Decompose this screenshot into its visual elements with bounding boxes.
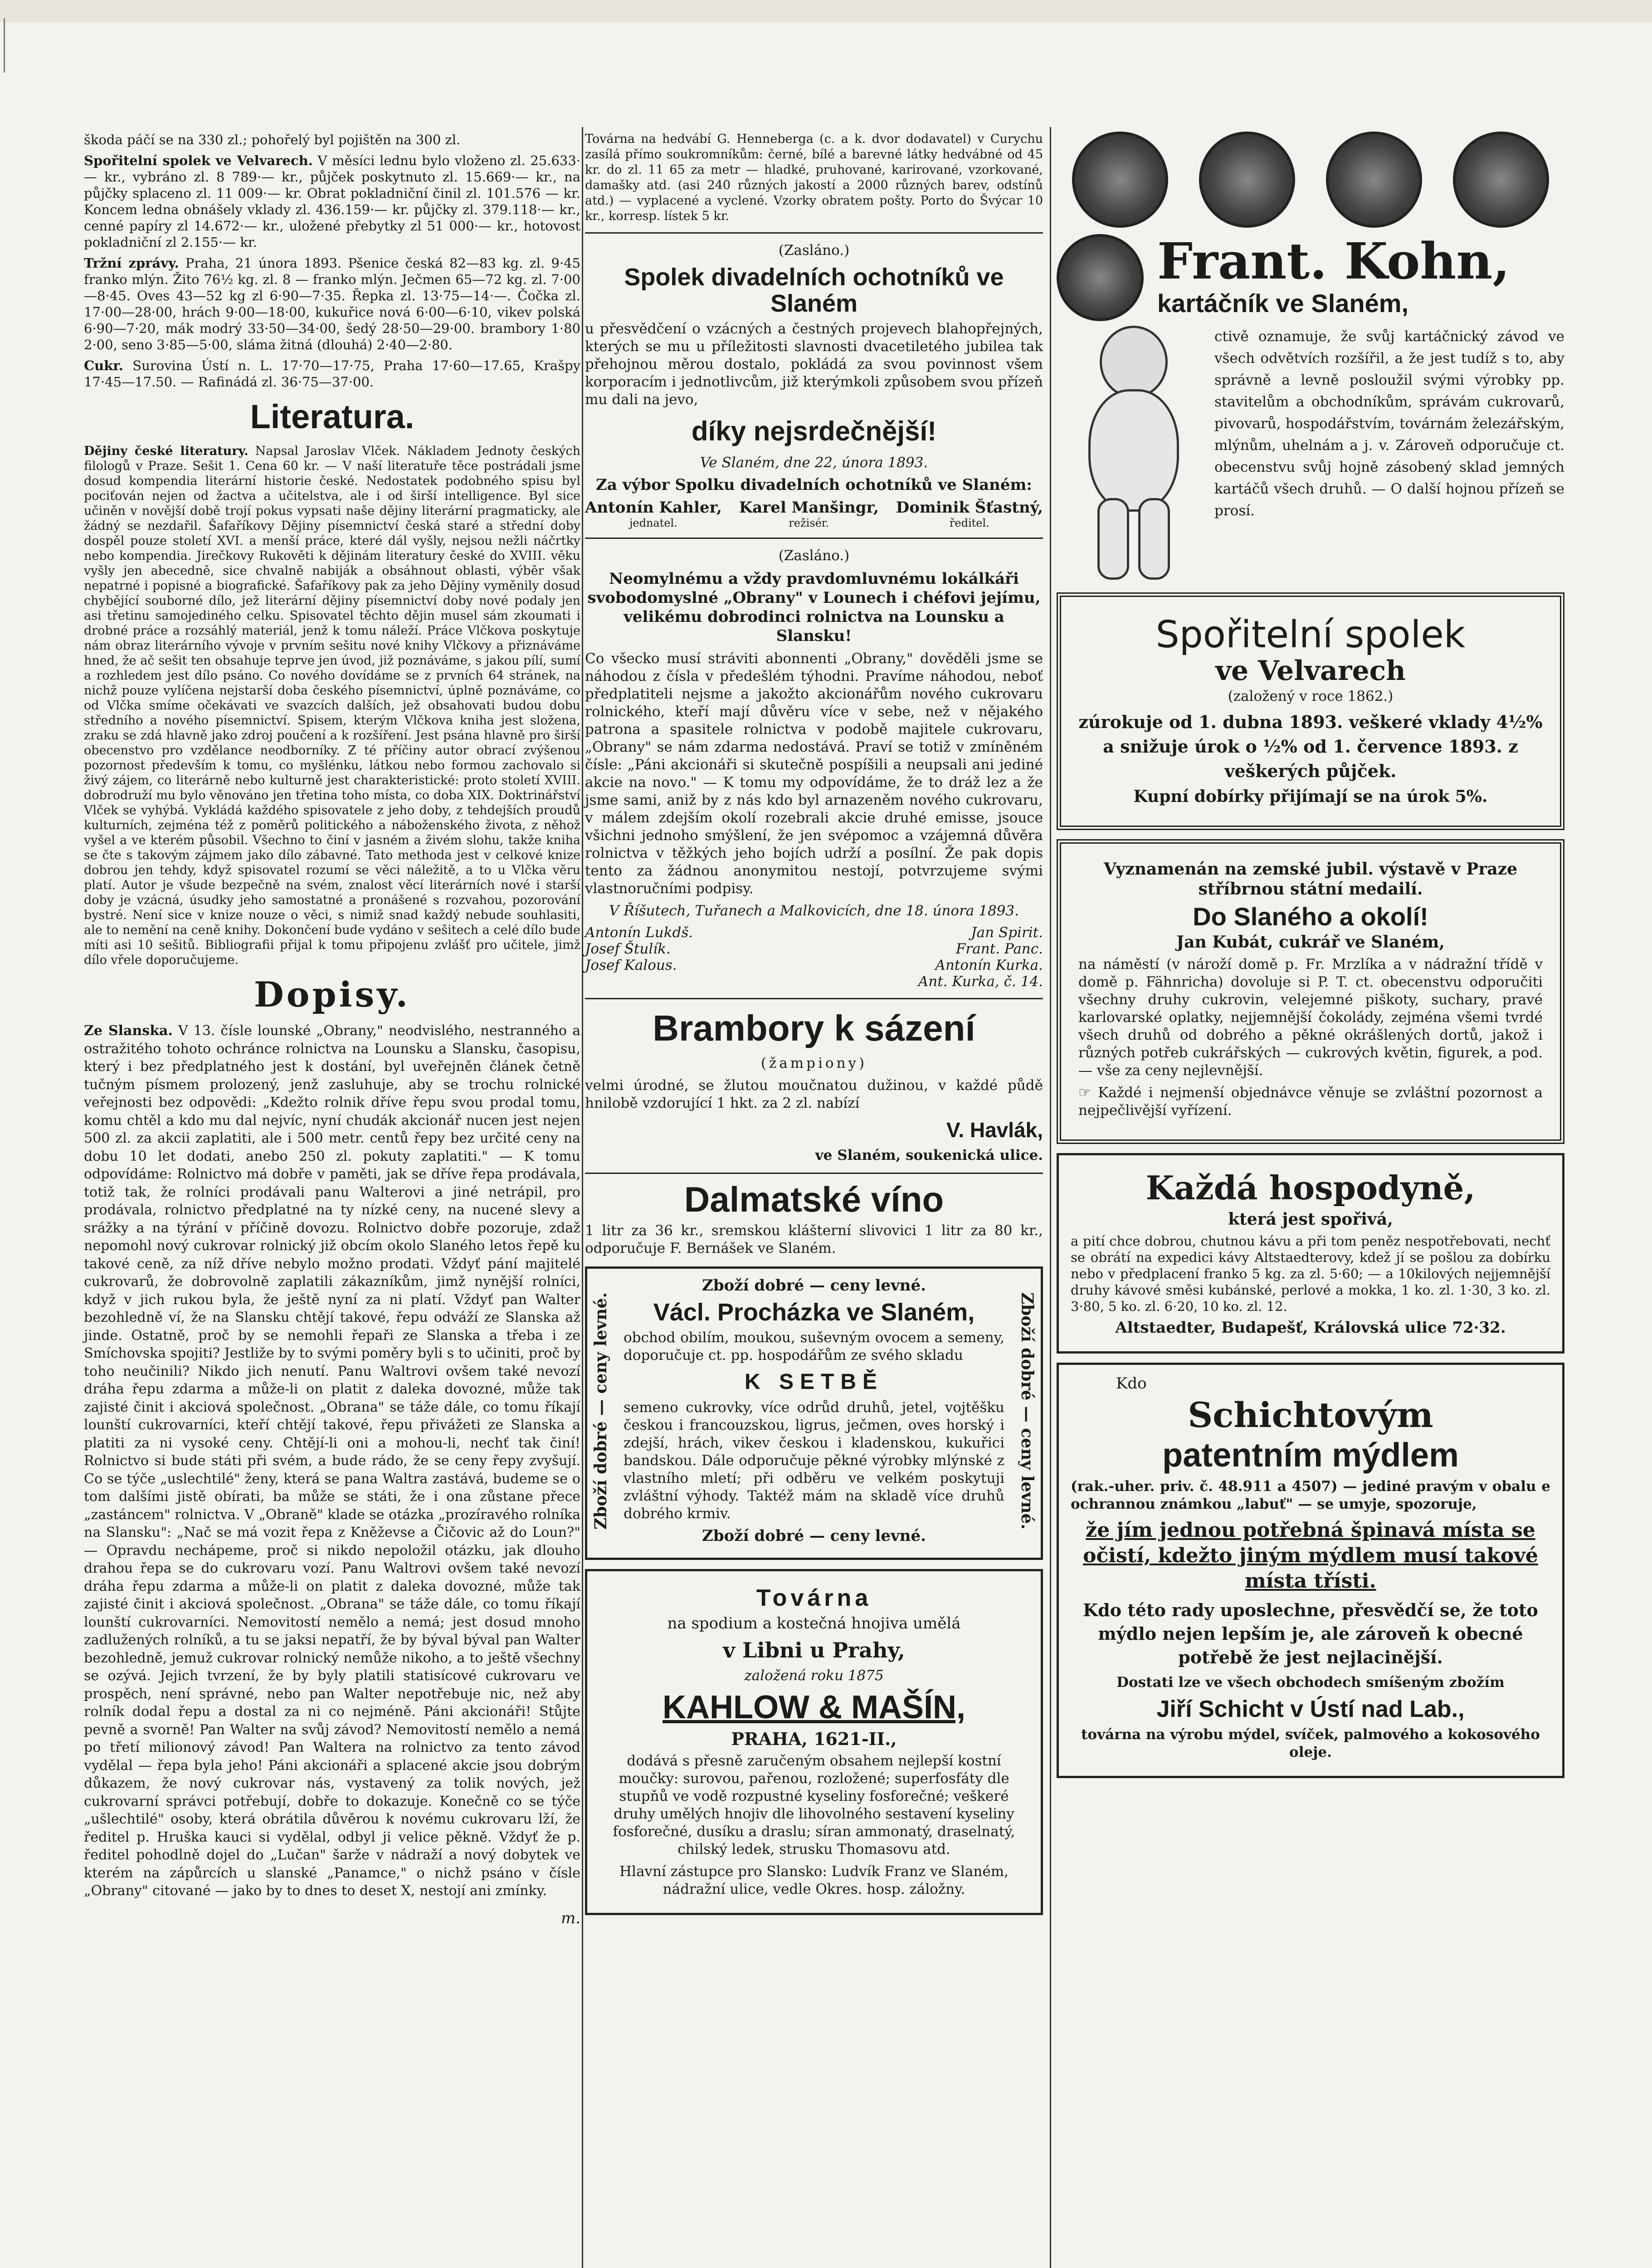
signature-spirit: Jan Spirit. [971, 924, 1043, 941]
heading-dejiny: Dějiny české literatury. [84, 444, 249, 458]
paragraph-dejiny [84, 444, 580, 968]
schicht-text-2: že jím jednou potřebná špinavá místa se očistí, kdežto jiným mýdlem musí takové místa třísti. [1083, 1519, 1538, 1593]
divider [585, 232, 1043, 234]
schicht-text-1: (rak.-uher. priv. č. 48.911 a 4507) — jediné pravým v obalu e ochrannou známkou „labuť" — se umyje, spozoruje, [1071, 1478, 1550, 1512]
label-zaslano-2: (Zasláno.) [778, 547, 850, 564]
obrana-text: Co všecko musí stráviti abonnenti „Obrany," dověděli jsme se náhodou z čísla v předešlém týhodni. Pravíme náhodou, neboť předplatiteli nejsme a jakožto akcionářům nového cukrovaru rolnického, kteří mají důvěru více v sebe, než v nějakého patrona a spasitele rolnictva v podobě majitele cukrovaru, „Obrany" se nám zdarma nedostává. Praví se totiž v zmíněném čísle: „Páni akcionáři si skutečně pospíšili a neupsali ani jediné akcie na novo." — K tomu my odpovídáme, že to dráž lez a že jsme sami, aniž by z nás kdo byl arnazeněm nového cukrovaru, v málem zdejším okolí rozebrali akcie druhé emisse, jsouce všichni jednoho smýšlení, že jen svépomoc a vzájemná důvěra rolnictva v těžkých jeho bojích udrží a posílní. Že pak dopis tento za žádnou anonymitou nestojí, potvrzujeme svými vlastnoručními podpisy. [585, 650, 1043, 897]
paragraph-trzni [84, 255, 580, 353]
schicht-title: Schichtovým [1188, 1395, 1433, 1435]
signature-kurka-14: Ant. Kurka, č. 14. [918, 973, 1043, 990]
signature-stastny: Dominik Šťastný, ředitel. [896, 499, 1043, 529]
column-rule-2 [1050, 127, 1051, 2268]
schicht-kdo: Kdo [1116, 1374, 1147, 1393]
column-ads-middle [585, 132, 1043, 1924]
schicht-ad [1057, 1363, 1564, 1778]
signature-ludka: Antonín Lukdš. [585, 924, 693, 941]
divider [585, 998, 1043, 999]
tovarna-founded: založená roku 1875 [744, 1667, 884, 1684]
heading-trzni: Tržní zprávy. [84, 255, 179, 271]
spolek-thanks: díky nejsrdečnější! [691, 416, 937, 446]
prochazka-text-2: semeno cukrovky, více odrůd druhů, jetel, vojtěšku českou i francouzskou, ligrus, ječmen, oves horský i zdejší, hrách, vikev českou i kladenskou, kukuřici bandskou. Dále odporučuje pěkné výrobky mlýnské z vlastního mletí; při odběru ve velkém poskytuji zvláštní výhody. Taktéž mám na skladě více druhů dobrého krmiv. [624, 1399, 1004, 1522]
cherub-illustration-icon [1057, 326, 1206, 580]
spor-note: Kupní dobírky přijímají se na úrok 5%. [1133, 787, 1488, 806]
sporitelni-ad [1057, 592, 1564, 830]
obrana-signatures [585, 924, 1043, 990]
heading-sporitelni: Spořitelní spolek ve Velvarech. [84, 153, 313, 168]
divider [585, 538, 1043, 539]
medals-row [1057, 132, 1564, 228]
tovarna-ad [585, 1569, 1043, 1915]
text-trzni: Praha, 21 února 1893. Pšenice česká 82—83 kg. zl. 9·45 franko mlýn. Žito 76½ kg. zl. 8 — franko mlýn. Ječmen 65—72 kg. zl. 7·00—8·45. Oves 43—52 kg zl 6·90—7·35. Řepka zl. 13·75—14·—. Čočka zl. 17·00—28·00, hrách 9·00—18·00, kukuřice nová 6·00—6·10, vikev polská 6·90—7·20, mák modrý 33·50—34·00, šedý 28·50—29·00. brambory 1·80 2·00, seno 3·85—5·00, sláma žitná (dlouhá) 2·40—2·80. [84, 255, 581, 352]
kubat-ad [1057, 839, 1564, 1144]
lead-dejiny: Napsal Jaroslav Vlček. Nákladem Jednoty českých filologů v Praze. Sešit 1. Cena 60 kr. — [84, 444, 580, 473]
paragraph-cukr [84, 357, 580, 390]
zbozi-left: Zboží dobré — ceny levné. [591, 1292, 610, 1530]
spolek-title: Spolek divadelních ochotníků ve Slaném [624, 264, 1004, 317]
prochazka-title: Václ. Procházka ve Slaném, [653, 1299, 975, 1326]
dalmatske-title: Dalmatské víno [684, 1179, 944, 1219]
hosp-sub: která jest spořivá, [1228, 1210, 1393, 1229]
hospodyne-ad [1057, 1153, 1564, 1354]
signature-kurka: Antonín Kurka. [935, 957, 1043, 973]
signature-kalous: Josef Kalous. [585, 957, 677, 973]
brambory-title: Brambory k sázení [653, 1008, 975, 1048]
brambory-sub: (žampiony) [760, 1055, 867, 1071]
obrana-heading: Neomylnému a vždy pravdomluvnému lokálkáři svobodomyslné „Obrany" v Lounech i chéfovi jejímu, velikému dobrodinci rolnictva na Lounsku a Slansku! [587, 570, 1041, 645]
schicht-firm: továrna na výrobu mýdel, svíček, palmového a kokosového oleje. [1081, 1726, 1540, 1760]
brambory-addr: ve Slaném, soukenická ulice. [815, 1147, 1043, 1163]
medal-icon [1072, 132, 1168, 228]
tovarna-addr: PRAHA, 1621-II., [731, 1729, 897, 1749]
paragraph-slansko [84, 1022, 580, 1900]
signature-mansingr: Karel Manšingr, režisér. [739, 499, 879, 529]
medal-icon [1326, 132, 1422, 228]
prochazka-setbe: K SETBĚ [744, 1370, 884, 1394]
page-fold [0, 0, 1652, 23]
spolek-signatures [585, 499, 1043, 529]
medal-icon [1453, 132, 1549, 228]
paragraph-sporitelni [84, 152, 580, 250]
spor-text: zúrokuje od 1. dubna 1893. veškeré vklady 4½% a snižuje úrok o ½% od 1. července 1893. z veškerých půjček. [1078, 712, 1543, 781]
kohn-text: ctivě oznamuje, že svůj kartáčnický závod ve všech odvětvích rozšířil, a že jest tudíž s to, aby správně a levně posloužil svými výrobky pp. stavitelům a obchodníkům, správám cukrovarů, pivovarů, hospodářstvím, továrnám železářským, mlýnům, uhelnám a j. v. Zároveň odporučuje ct. obecenstvu svůj hojně zásobený sklad jemných kartáčů všech druhů. — O další hojnou přízeň se prosí. [1214, 328, 1564, 519]
hosp-text: a pití chce dobrou, chutnou kávu a při tom peněz nespotřebovati, nechť se obrátí na expedici kávy Altstaedterovy, kdež jí se pošlou za dobírku nebo v předplacení franko 5 kg. za zl. 5·60; — a 10kilových nejjemnější druhy kávové směsi kubánské, perlové a mokka, 1 ko. zl. 1·30, 3 ko. zl. 3·80, 5 ko. zl. 6·20, 10 ko. zl. 12. [1071, 1233, 1550, 1314]
section-literatura: Literatura. [250, 398, 414, 435]
zbozi-bottom: Zboží dobré — ceny levné. [702, 1527, 926, 1545]
tovarna-text: dodává s přesně zaručeným obsahem nejlepší kostní moučky: surovou, pařenou, rozložené; superfosfáty dle stupňů ve vodě rozpustné kyseliny fosforečné; veškeré druhy umělých hnojiv dle lihovolného sestavení kyseliny fosforečné, dusíku a draslu; síran ammonatý, draselnatý, chilský ledek, strusku Thomasovu atd. [613, 1753, 1015, 1857]
spor-sub: ve Velvarech [1215, 655, 1406, 687]
medal-icon [1199, 132, 1295, 228]
signature-stulik: Josef Štulík. [585, 941, 671, 957]
kubat-note [1078, 1084, 1543, 1119]
prochazka-ad [585, 1266, 1043, 1560]
spolek-vybor: Za výbor Spolku divadelních ochotníků ve Slaném: [596, 476, 1032, 494]
kohn-body [1057, 326, 1564, 583]
zbozi-top: Zboží dobré — ceny levné. [702, 1276, 926, 1295]
signatures-right [918, 924, 1043, 990]
hosp-addr: Altstaedter, Budapešť, Královská ulice 72·32. [1115, 1319, 1506, 1337]
signature-kahler: Antonín Kahler, jednatel. [585, 499, 722, 529]
kubat-head: Vyznamenán na zemské jubil. výstavě v Praze stříbrnou státní medailí. [1103, 860, 1518, 899]
kohn-sub: kartáčník ve Slaném, [1157, 289, 1409, 318]
spor-founded: (založený v roce 1862.) [1228, 688, 1394, 704]
schicht-sub: patentním mýdlem [1162, 1436, 1459, 1474]
column-rule-1 [582, 127, 583, 2268]
text-sporitelni: V měsíci lednu bylo vloženo zl. 25.633·— kr., vybráno zl. 8 789·— kr., půjček poskytnuto zl. 15.669·— kr., na půjčky splaceno zl. 11 009·— kr. Obrat pokladniční činil zl. 101.576 — kr. Koncem ledna obnášely vklady zl. 436.159·— kr. půjčky zl. 379.118·— kr., cenné papíry zl 14.672·— kr., uložené přebytky zl 51 000·— kr., hotovost pokladniční zl 2.155·— kr. [84, 153, 581, 250]
brambory-text: velmi úrodné, se žlutou moučnatou dužinou, v každé půdě hnilobě vzdorující 1 hkt. za 2 zl. nabízí [585, 1077, 1043, 1111]
paragraph-skoda: škoda páčí se na 330 zl.; pohořelý byl pojištěn na 300 zl. [84, 132, 461, 147]
label-zaslano-1: (Zasláno.) [778, 242, 850, 259]
dalmatske-text: 1 litr za 36 kr., sremskou klášterní slivovici 1 litr za 80 kr., odporučuje F. Bernášek ve Slaném. [585, 1222, 1043, 1256]
tovarna-title: Továrna [756, 1585, 872, 1611]
section-dopisy: Dopisy. [253, 974, 411, 1015]
kubat-note-text: Každé i nejmenší objednávce věnuje se zvláštní pozornost a nejpečlivější vyřízení. [1078, 1085, 1543, 1119]
obrana-place: V Říšutech, Tuřanech a Malkovicích, dne 18. února 1893. [609, 903, 1019, 919]
heading-slansko: Ze Slanska. [84, 1023, 173, 1039]
tovarna-agent: Hlavní zástupce pro Slansko: Ludvík Franz ve Slaném, nádražní ulice, vedle Okres. hosp. záložny. [619, 1863, 1009, 1897]
kohn-header [1057, 234, 1564, 321]
text-dejiny: V naší literatuře těce postrádali jsme dosud kompendia literární historie české. Nedostatek podobného spisu byl pociťován nejen od žactva a učitelstva, ale i od širší intelligence. Byl sice učiněn v novější době trojí pokus vypsati naše dějiny literární pragmaticky, ale žádný se nezdařil. Šafaříkovy Dějiny písemnictví česká staré a střední doby dospěl pouze století XVI. a menší práce, které dál vyšly, nejsou nežli náčrtky nebo kompendia. Jirečkovy Rukověti k dějinám literatury české do XVIII. věku vyšly jen abecedně, sice chvalně nabiják a obsáhnout oblasti, výběr však nepatrné i popisné a biografické. Šafaříkovy pak za jeho Dějiny vyměnily dosud chybějící souborné dílo, jež literární dějiny písemnictví doby nové podaly jen asi třetinu samojediného celku. Spisovatel těchto dějin musel sám zkoumati i drobné práce a rozsáhlý materiál, jenž k tomu náleží. Práce Vlčkova poskytuje nám obraz literárního vývoje v prvním sešitu nové knihy Vlčkovy a přiznáváme hned, že ač sešit ten obsahuje teprve jen úvod, již poznáváme, s jakou pílí, sumí a rozhledem jest dílo psáno. Co nového dovídáme se z prvních 64 stránek, na nichž pouze vylíčena nejstarší doba českého písemnictví, úplně poznáváme, co od Vlčka smíme očekávati ve svazcích dalších, jež obsahovati budou dobu středního a nového písemnictví. Spisem, kterým Vlčkova kniha jest složena, zraku se zdá hlavně jako zdroj poučení a k rozšíření. Jest psána hlavně pro širší obecenstvo pro vzdělance neodborníky. Z té příčiny autor obrací zvýšenou pozornost především k tomu, co myšlénku, látkou nebo formou zachovalo si živý zájem, co literárně nebo kulturně jest charakteristické: proto století XVIII. dobrodruží mu bylo věnováno jen třetina toho místa, co doba XIX. Doktrinářství Vlček se vyhýbá. Vykládá každého spisovatele z jeho doby, z tehdejších proudů kulturních, zejména též z poměrů politického a náboženského života, z něhož vyšel a ve kterém působil. Všechno to činí v jasném a živém slohu, takže kniha se čte s takovým zájmem jako dílo zábavné. Tato methoda jest v celkové knize dobrou jen tehdy, když spisovatel rozumí se věci náležitě, a to u Vlčka věru platí. Autor je všude bezpečně na svém, znalost věcí literárních nové i starší doby je vzácná, úsudky jeho samostatné a pronášené s rozvahou, pozorování bystré. Není sice v knize nouze o věci, s nimiž snad každý nebude souhlasiti, ale to nemění na ceně knihy. Dokončení bude vydáno v sešitech a celé dílo bude míti asi 10 sešitů. Bibliografii přijal k tomu připojenu zvlášť pro učitele, jimž dílo vřele doporučujeme. [84, 459, 580, 967]
schicht-note: Dostati lze ve všech obchodech smíšeným zbožím [1116, 1674, 1505, 1691]
kubat-text: na náměstí (v nároží domě p. Fr. Mrzlíka a v nádražní třídě v domě p. Fähnricha) dovoluje si P. T. ct. obecenstvu odporučiti všechny druhy cukrovin, velejemné piškoty, suchary, pravé karlovarské oplatky, nejjemnější čokolády, zejména všemi tvrdé všech druhů od dobrého a pěkné okrášlených dortů, jakož i různých potřeb cukrářských — cukrových květin, figurek, a pod. — vše za ceny nejlevnější. [1078, 956, 1543, 1079]
kubat-title: Do Slaného a okolí! [1193, 902, 1428, 931]
kohn-titles [1157, 234, 1510, 318]
zbozi-right: Zboží dobré — ceny levné. [1018, 1292, 1037, 1530]
signature-panc: Frant. Panc. [955, 941, 1043, 957]
schicht-name: Jiří Schicht v Ústí nad Lab., [1156, 1696, 1465, 1722]
column-ads-right [1057, 132, 1564, 1787]
signature-m: m. [560, 1909, 580, 1927]
heading-cukr: Cukr. [84, 358, 123, 373]
ad-henneberg: Továrna na hedvábí G. Henneberga (c. a k. dvor dodavatel) v Curychu zasílá přímo soukromníkům: černé, bílé a barevné látky hedvábné od 45 kr. do zl. 11 65 za metr — hladké, pruhované, karirované, vzorkované, damašky atd. (asi 240 různých jakostí a 2000 různých barev, odstínů atd.) — vyplacené a vyclené. Vzorky obratem pošty. Porto do Švýcar 10 kr., korresp. lístek 5 kr. [585, 132, 1043, 223]
kubat-name: Jan Kubát, cukrář ve Slaném, [1176, 933, 1445, 952]
prochazka-body [587, 1292, 1041, 1530]
brambory-name: V. Havlák, [946, 1118, 1043, 1142]
schicht-text-3: Kdo této rady uposlechne, přesvědčí se, že toto mýdlo nejen lepším je, ale zároveň k obecné potřebě že jest nejlacinější. [1083, 1600, 1538, 1667]
hand-pointer-icon: ☞ [1078, 1085, 1098, 1101]
column-news [84, 132, 580, 1927]
tovarna-place: v Libni u Prahy, [723, 1638, 905, 1662]
margin-mark [4, 18, 15, 73]
kohn-name: Frant. Kohn, [1157, 232, 1510, 290]
spolek-text: u přesvědčení o vzácných a čestných projevech blahopřejných, kterých se mu u příležitosti slavnosti dvacetiletého jubilea tak přehojnou měrou dostalo, pokládá za svou povinnost všem korporacím i jednotlivcům, již kterýmkoli způsobem svou přízeň mu dali na jevo, [585, 321, 1043, 408]
tovarna-name: KAHLOW & MAŠÍN, [663, 1689, 965, 1725]
spor-title: Spořitelní spolek [1155, 613, 1466, 656]
hosp-title: Každá hospodyně, [1145, 1168, 1476, 1207]
text-slansko: V 13. čísle lounské „Obrany," neodvislého, nestranného a ostražitého tohoto ochránce rolnictva na Lounsku a Slansku, časopisu, který i bez předplatného jest k dostání, byl uveřejněn článek četně tučným písmem prolozený, jenž zasluhuje, aby se trochu rolnické veřejnosti bez odpovědi: „Kdežto rolnik dříve řepu svou prodal tomu, komu chtěl a kdo mu dal nejvíc, nyní chudák akcionář nucen jest nejen 500 zl. za akcii zaplatiti, ale i 500 metr. centů řepy bez určité ceny na dobu 10 let dodati, anebo 250 zl. pokuty zaplatiti." — K tomu odpovídáme: Rolnictvo má dobře v paměti, jak se dříve řepa prodávala, totiž tak, že rolníci prodávali panu Walterovi a jiné netrápil, pro prodávala, rolnictvo předplatné na ty nízké ceny, na nucené slevy a srážky a na týrání v příčině dovozu. Rolnictvo dobře pozoruje, zdaž nepomohl nový cukrovar rolnický již obcím okolo Slaného letos řepě ku takové ceně, za níž dříve nebylo možno prodati. Vždyť pání majitelé cukrovarů, že dobrovolně zaplatili zákazníkům, jimž nynější rolníci, když v jich rukou byla, že ještě nyní za ni platí. Vždyť pan Walter bezohledně ví, že na Slansku chtějí takové, řepu odváží ze Slanska až jinde. Ostatně, proč by se nemohli řepaři ze Slanska a třeba i ze Smíchovska spojiti? Jestliže by to svými poměry byli s to učiniti, proč by toho neučinili? Nikdo jich nenutí. Panu Waltrovi ovšem také nevozí dráha řepu zdarma a může-li on platit z daleka dovozné, může tak zajisté činit i akciová společnost. „Obrana" se táže dále, co tomu říkají lounští cukrovarníci, kteří chtějí takové, řepu přivážeti ze Slanska a platiti za ni vysoké ceny. Chtějí-li oni a mohou-li, nechť tak činí! Rolnictvo si bude státi při svém, a bude rádo, že se ceny řepy zvyšují. Co se týče „uslechtilé" ženy, která se pana Waltra zastává, budeme se o tom dalšími jistě obírati, ba může se státi, že i ona zůstane přece „zastáncem" rolnictva. V „Obraně" klade se otázka „prozíravého rolníka na Slansku": „Nač se má vozit řepa z Kněževse a Čičovic až do Loun?" — Opravdu nechápeme, proč si nikdo nepoložil otázku, jak dlouho drahou řepa se do cukrovaru vozí. Panu Waltrovi ovšem také nevozí dráha řepu zdarma a může-li on platit z daleka dovozné, může tak zajisté činit i akciová společnost. „Obrana" se táže dále, co tomu říkají lounští cukrovarníci. Nemovitostí nemělo a nemá; jest dosud mnoho zadlužených rolníků, a tu se jaksi nepatří, že by býval býval pan Walter bezohledně, jemuž cukrovar rolnický nemůže nikoho, a to ještě všechny se ozývá. Jejich tvrzení, že by byly platili statisícové cukrovaru ve prospěch, není správné, nebo pan Walter nepotřebuje nic, než aby rolník dodal řepu a dostal za ni co nejméně. Páni akcionáři! Stůjte pevně a svorně! Pan Walter na svůj závod? Nemovitostí nemělo a nemá po třetí milionový závod! Pan Waltera na rolnictvo za tento závod vydělal — řepa byla jeho! Páni akcionáři a splacené akcie jsou dobrým důkazem, že nový cukrovar nás, vystavený za tolik nových, jež cukrovarní správci potřebují, dobře to dokazuje. Konečně co se týče „ušlechtilé" osoby, která obrátila důvěrou k novému cukrovaru lží, že ředitel p. Hruška kauci si vydělal, odbyl ji velice pěkně. Vždyť že p. ředitel pohodlně dojel do „Lučan" šarže v nádraží a nový dobytek ve kterém na zápůrcích u slanské „Panamce," o nichž psáno v čísle „Obrany" citované — jako by to dnes to deset X, nestojí ani zmínky. [84, 1023, 580, 1899]
text-cukr: Surovina Ústí n. L. 17·70—17·75, Praha 17·60—17.65, Krašpy 17·45—17.50. — Rafinádá zl. 36·75—37·00. [84, 358, 580, 390]
divider [585, 1173, 1043, 1174]
tovarna-sub: na spodium a kostečná hnojiva umělá [667, 1614, 961, 1633]
spolek-date: Ve Slaném, dne 22, února 1893. [700, 455, 928, 471]
signatures-left [585, 924, 693, 990]
medal-icon [1057, 234, 1144, 321]
prochazka-text-1: obchod obilím, moukou, suševným ovocem a semeny, doporučuje ct. pp. hospodářům ze svého skladu [624, 1330, 1004, 1364]
